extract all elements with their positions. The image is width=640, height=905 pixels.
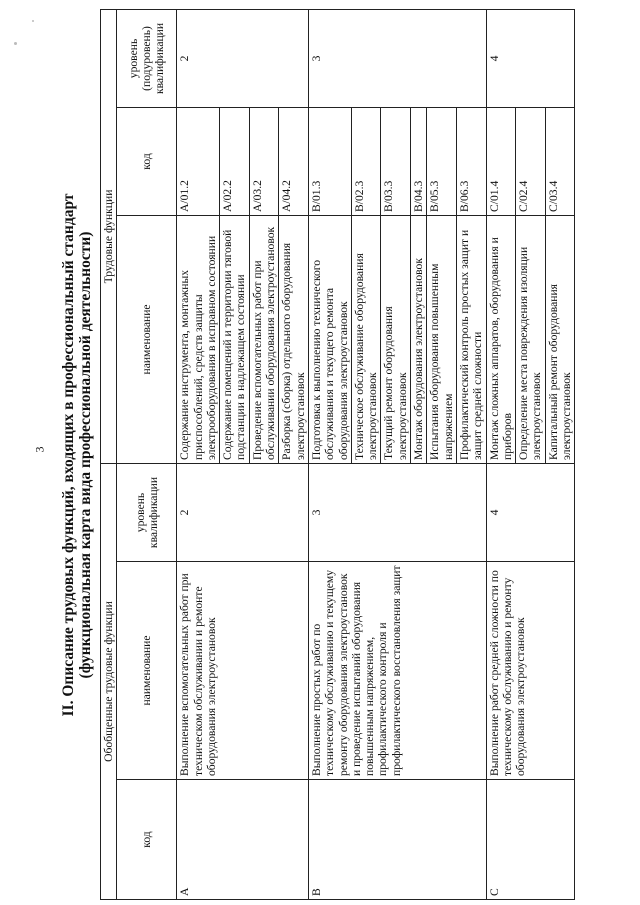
- function-code: A/03.2: [249, 107, 279, 215]
- group-code: A: [177, 780, 309, 900]
- function-name: Монтаж оборудования электроустановок: [411, 215, 427, 463]
- function-code: B/06.3: [456, 107, 486, 215]
- function-code: C/02.4: [516, 107, 546, 215]
- header-function-code: код: [117, 107, 177, 215]
- group-level: 3: [308, 463, 486, 561]
- function-name: Определение места повреждения изоляции электроустановок: [516, 215, 546, 463]
- group-name: Выполнение работ средней сложности по техническому обслуживанию и ремонту оборудования электроустановок: [486, 562, 575, 780]
- function-name: Текущий ремонт оборудования электроустановок: [381, 215, 411, 463]
- header-labor-functions: Трудовые функции: [101, 9, 117, 463]
- header-generalized-functions: Обобщенные трудовые функции: [101, 463, 117, 899]
- group-code: B: [308, 780, 486, 900]
- header-code: код: [117, 780, 177, 900]
- function-code: B/02.3: [351, 107, 381, 215]
- function-code: A/04.2: [279, 107, 309, 215]
- function-code: A/02.2: [220, 107, 250, 215]
- function-code: C/03.4: [545, 107, 575, 215]
- group-name: Выполнение вспомогательных работ при техническом обслуживании и ремонте оборудования электроустановок: [177, 562, 309, 780]
- function-sublevel: 2: [177, 9, 309, 107]
- function-code: B/01.3: [308, 107, 351, 215]
- page-title: [60, 10, 100, 900]
- function-code: B/04.3: [411, 107, 427, 215]
- title-line-2: (функциональная карта вида профессиональной деятельности): [77, 231, 94, 679]
- function-name: Содержание помещений и территории тяговой подстанции в надлежащем состоянии: [220, 215, 250, 463]
- function-name: Проведение вспомогательных работ при обслуживании оборудования электроустановок: [249, 215, 279, 463]
- function-sublevel: 4: [486, 9, 575, 107]
- function-code: A/01.2: [177, 107, 220, 215]
- rotated-page-content: [60, 10, 640, 900]
- header-function-name: наименование: [117, 215, 177, 463]
- header-sublevel: уровень (подуровень) квалификации: [117, 9, 177, 107]
- function-name: Испытания оборудования повышенным напряжением: [427, 215, 457, 463]
- header-name: наименование: [117, 562, 177, 780]
- group-level: 2: [177, 463, 309, 561]
- group-name: Выполнение простых работ по техническому обслуживанию и текущему ремонту оборудования электроустановок и проведение испытаний оборудования повышенным напряжением, профилактического контроля и профилактического восстановления защит: [308, 562, 486, 780]
- header-qualification-level: уровень квалификации: [117, 463, 177, 561]
- function-name: Монтаж сложных аппаратов, оборудования и приборов: [486, 215, 516, 463]
- function-name: Капитальный ремонт оборудования электроустановок: [545, 215, 575, 463]
- functional-map-table: [100, 9, 575, 900]
- function-code: B/05.3: [427, 107, 457, 215]
- function-name: Подготовка к выполнению технического обслуживания и текущего ремонта оборудования электроустановок: [308, 215, 351, 463]
- function-code: B/03.3: [381, 107, 411, 215]
- scan-speck: [14, 42, 17, 45]
- function-sublevel: 3: [308, 9, 486, 107]
- group-code: C: [486, 780, 575, 900]
- page-number: 3: [32, 446, 47, 453]
- function-code: C/01.4: [486, 107, 516, 215]
- function-name: Профилактический контроль простых защит и защит средней сложности: [456, 215, 486, 463]
- function-name: Техническое обслуживание оборудования электроустановок: [351, 215, 381, 463]
- group-level: 4: [486, 463, 575, 561]
- function-name: Содержание инструмента, монтажных приспособлений, средств защиты электрооборудования в исправном состоянии: [177, 215, 220, 463]
- scan-speck: [32, 20, 34, 22]
- function-name: Разборка (сборка) отдельного оборудования электроустановок: [279, 215, 309, 463]
- title-line-1: II. Описание трудовых функций, входящих в профессиональный стандарт: [60, 193, 77, 717]
